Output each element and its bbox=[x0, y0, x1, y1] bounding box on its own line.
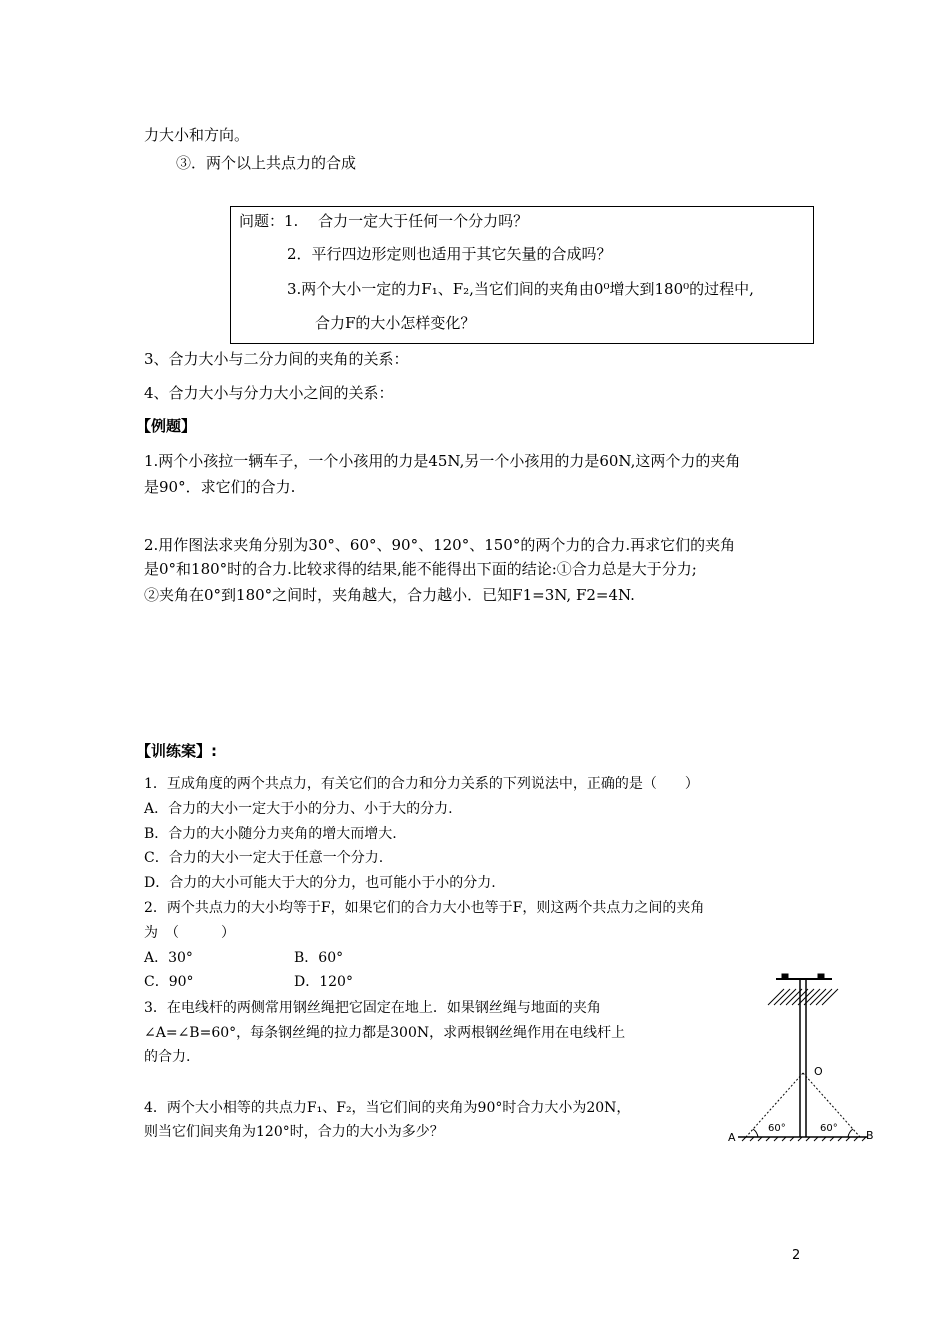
label-b: B bbox=[866, 1129, 874, 1142]
question-1: 问题：1. 合力一定大于任何一个分力吗？ bbox=[239, 212, 529, 230]
training-q4: 4．两个大小相等的共点力F₁、F₂，当它们间的夹角为90°时合力大小为20N， bbox=[144, 1100, 631, 1116]
label-o: O bbox=[814, 1065, 823, 1078]
example-2-line: ②夹角在0°到180°之间时，夹角越大，合力越小．已知F1=3N, F2=4N. bbox=[144, 586, 635, 604]
examples-heading: 【例题】 bbox=[136, 417, 197, 435]
label-a: A bbox=[728, 1131, 736, 1144]
example-1-line: 是90°．求它们的合力. bbox=[144, 478, 296, 496]
training-q2: 为 （ ） bbox=[144, 925, 235, 941]
training-q1-option-c: C．合力的大小一定大于任意一个分力. bbox=[144, 850, 384, 866]
training-q1-option-a: A．合力的大小一定大于小的分力、小于大的分力. bbox=[144, 801, 453, 817]
training-q2-option-a: A．30° bbox=[144, 950, 193, 966]
training-q3: 的合力. bbox=[144, 1049, 191, 1065]
section-item-3: 3、合力大小与二分力间的夹角的关系： bbox=[144, 350, 409, 368]
section-item-4: 4、合力大小与分力大小之间的关系： bbox=[144, 384, 394, 402]
example-2-line: 是0°和180°时的合力.比较求得的结果,能不能得出下面的结论:①合力总是大于分力; bbox=[144, 560, 697, 578]
question-box bbox=[230, 206, 814, 344]
training-q1-option-b: B．合力的大小随分力夹角的增大而增大. bbox=[144, 826, 397, 842]
training-q4: 则当它们间夹角为120°时，合力的大小为多少？ bbox=[144, 1124, 444, 1140]
question-2: 2．平行四边形定则也适用于其它矢量的合成吗？ bbox=[287, 245, 612, 263]
question-3: 3.两个大小一定的力F₁、F₂,当它们间的夹角由0⁰增大到180⁰的过程中, bbox=[287, 280, 754, 298]
training-heading: 【训练案】: bbox=[136, 742, 217, 760]
page-number: 2 bbox=[792, 1248, 801, 1263]
example-1-line: 1.两个小孩拉一辆车子，一个小孩用的力是45N,另一个小孩用的力是60N,这两个力的夹角 bbox=[144, 452, 741, 470]
text-line: 力大小和方向。 bbox=[144, 126, 250, 144]
utility-pole-figure bbox=[724, 965, 884, 1150]
angle-label-left: 60° bbox=[768, 1123, 786, 1134]
training-q2-option-c: C．90° bbox=[144, 974, 194, 990]
subheading: ③．两个以上共点力的合成 bbox=[176, 154, 357, 172]
training-q2-option-b: B．60° bbox=[294, 950, 344, 966]
angle-label-right: 60° bbox=[820, 1123, 838, 1134]
example-2-line: 2.用作图法求夹角分别为30°、60°、90°、120°、150°的两个力的合力.再求它们的夹角 bbox=[144, 536, 736, 554]
question-3-cont: 合力F的大小怎样变化？ bbox=[315, 314, 476, 332]
training-q1: 1．互成角度的两个共点力，有关它们的合力和分力关系的下列说法中，正确的是（ ） bbox=[144, 776, 699, 792]
training-q2: 2．两个共点力的大小均等于F，如果它们的合力大小也等于F，则这两个共点力之间的夹角 bbox=[144, 900, 705, 916]
training-q3: 3．在电线杆的两侧常用钢丝绳把它固定在地上．如果钢丝绳与地面的夹角 bbox=[144, 1000, 601, 1016]
training-q3: ∠A=∠B=60°，每条钢丝绳的拉力都是300N，求两根钢丝绳作用在电线杆上 bbox=[144, 1025, 626, 1041]
training-q1-option-d: D．合力的大小可能大于大的分力，也可能小于小的分力. bbox=[144, 875, 496, 891]
training-q2-option-d: D．120° bbox=[294, 974, 353, 990]
